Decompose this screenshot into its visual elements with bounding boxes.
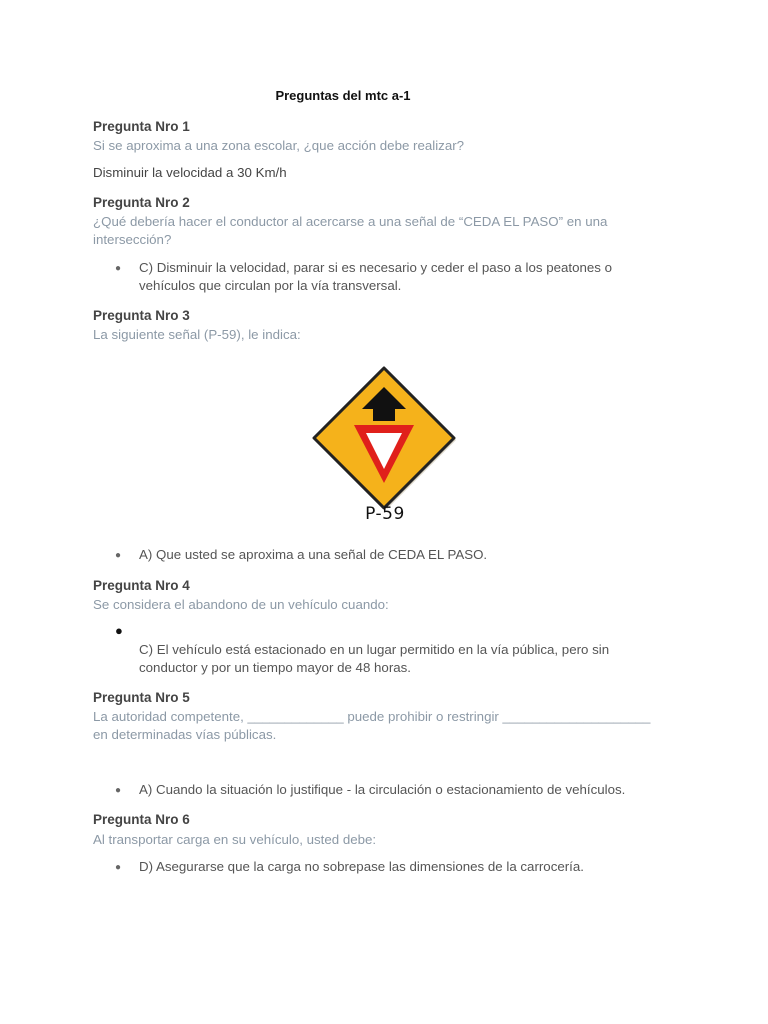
document-title: Preguntas del mtc a-1: [275, 88, 411, 103]
question-1-text: Si se aproxima a una zona escolar, ¿que acción debe realizar?: [93, 138, 465, 153]
question-5-answer: A) Cuando la situación lo justifique - la circulación o estacionamiento de vehículos.: [139, 782, 626, 797]
question-2-text: ¿Qué debería hacer el conductor al acercarse a una señal de “CEDA EL PASO” en una intersección?: [93, 214, 608, 247]
bullet-icon: ●: [115, 862, 122, 873]
question-6-text: Al transportar carga en su vehículo, usted debe:: [93, 832, 377, 847]
yield-ahead-sign-image: [310, 365, 460, 525]
question-3-answer: A) Que usted se aproxima a una señal de CEDA EL PASO.: [139, 547, 488, 562]
question-5-text: La autoridad competente, _____________ puede prohibir o restringir ____________________ en determinadas vías públicas.: [93, 709, 651, 742]
question-1-title: Pregunta Nro 1: [93, 119, 190, 134]
bullet-icon: ●: [115, 263, 122, 274]
question-4-title: Pregunta Nro 4: [93, 578, 190, 593]
question-6-answer: D) Asegurarse que la carga no sobrepase las dimensiones de la carrocería.: [139, 859, 584, 874]
sign-label: P-59: [365, 504, 405, 524]
question-5-title: Pregunta Nro 5: [93, 690, 190, 705]
question-3-title: Pregunta Nro 3: [93, 308, 190, 323]
bullet-icon: ●: [115, 550, 122, 561]
bullet-icon: ●: [115, 623, 123, 638]
question-3-text: La siguiente señal (P-59), le indica:: [93, 327, 301, 342]
question-4-answer: C) El vehículo está estacionado en un lugar permitido en la vía pública, pero sin conductor y por un tiempo mayor de 48 horas.: [139, 642, 610, 675]
bullet-icon: ●: [115, 785, 122, 796]
question-4-text: Se considera el abandono de un vehículo cuando:: [93, 597, 389, 612]
question-2-answer: C) Disminuir la velocidad, parar si es necesario y ceder el paso a los peatones o vehículos que circulan por la vía transversal.: [139, 260, 613, 293]
question-6-title: Pregunta Nro 6: [93, 812, 190, 827]
question-1-answer: Disminuir la velocidad a 30 Km/h: [93, 165, 287, 180]
question-2-title: Pregunta Nro 2: [93, 195, 190, 210]
